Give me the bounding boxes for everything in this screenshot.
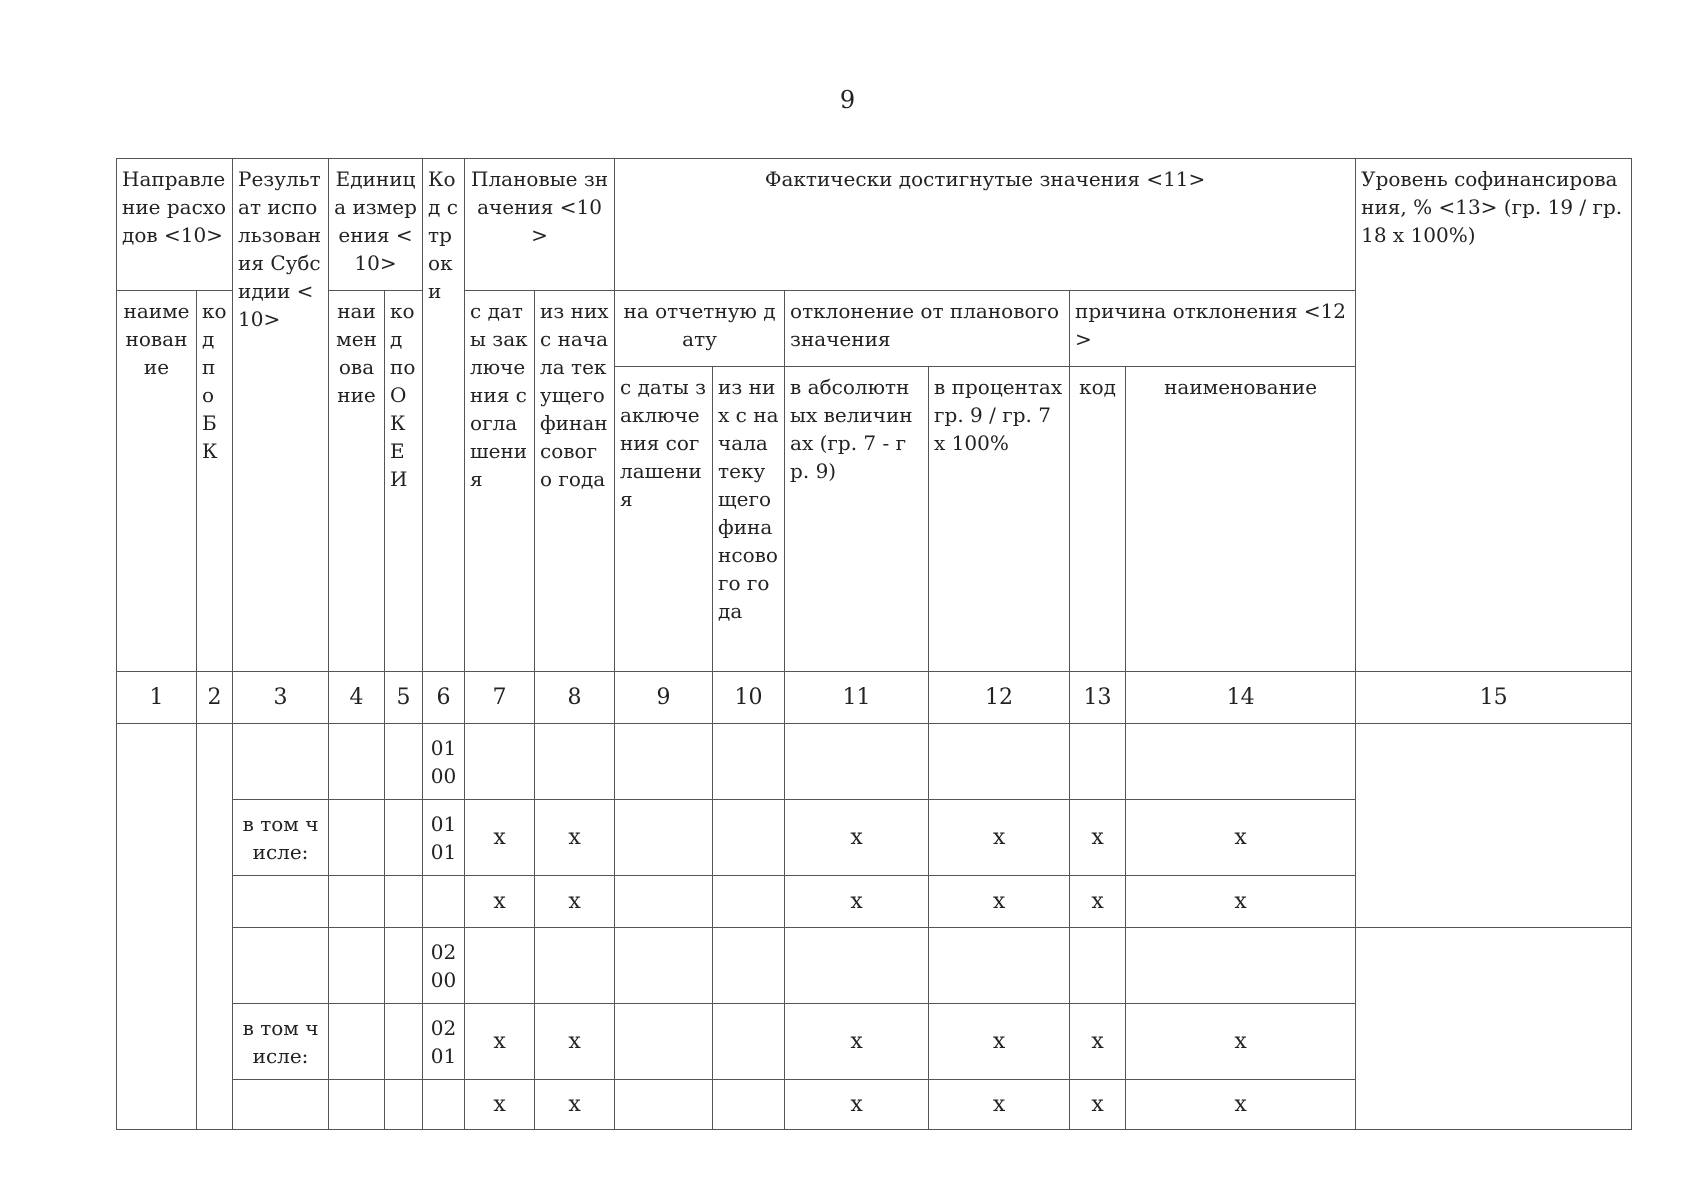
x-mark: x: [1070, 1004, 1126, 1080]
x-mark: x: [465, 876, 535, 928]
header-unit-code: код по ОКЕИ: [385, 291, 423, 672]
header-reason: причина отклонения <12>: [1070, 291, 1356, 367]
including-label: в том числе:: [233, 800, 329, 876]
header-reason-name: наименование: [1126, 367, 1356, 672]
col-number: 11: [785, 672, 929, 724]
col-number: 6: [423, 672, 465, 724]
x-mark: x: [1070, 800, 1126, 876]
x-mark: x: [785, 876, 929, 928]
col-number: 8: [535, 672, 615, 724]
x-mark: x: [929, 1004, 1070, 1080]
header-deviation-pct: в процентах гр. 9 / гр. 7 x 100%: [929, 367, 1070, 672]
col-number: 7: [465, 672, 535, 724]
direction-name-cell: [117, 724, 197, 1130]
header-planned-from-agreement: с даты заключения соглашения: [465, 291, 535, 672]
x-mark: x: [929, 1080, 1070, 1130]
col-number: 15: [1356, 672, 1632, 724]
x-mark: x: [1070, 876, 1126, 928]
direction-code-cell: [197, 724, 233, 1130]
x-mark: x: [535, 1004, 615, 1080]
col-number: 3: [233, 672, 329, 724]
x-mark: x: [785, 800, 929, 876]
row-code-cell: 01 01: [423, 800, 465, 876]
header-reason-code: код: [1070, 367, 1126, 672]
header-result: Результат использования Субсидии <10>: [233, 159, 329, 672]
x-mark: x: [929, 800, 1070, 876]
header-direction-code: код по БК: [197, 291, 233, 672]
col-number: 14: [1126, 672, 1356, 724]
x-mark: x: [465, 1080, 535, 1130]
header-cofinancing: Уровень софинансирования, % <13> (гр. 19 / гр. 18 x 100%): [1356, 159, 1632, 672]
col-number: 9: [615, 672, 713, 724]
unit-name-cell: [329, 724, 385, 800]
header-planned: Плановые значения <10>: [465, 159, 615, 291]
x-mark: x: [1070, 1080, 1126, 1130]
col-number: 5: [385, 672, 423, 724]
header-direction: Направление расходов <10>: [117, 159, 233, 291]
header-row-code: Код строки: [423, 159, 465, 672]
x-mark: x: [465, 800, 535, 876]
header-on-date: на отчетную дату: [615, 291, 785, 367]
row-code-cell: 02 00: [423, 928, 465, 1004]
report-table: [116, 158, 1632, 1130]
x-mark: x: [929, 876, 1070, 928]
header-on-date-from-agreement: с даты заключения соглашения: [615, 367, 713, 672]
row-code-cell: 02 01: [423, 1004, 465, 1080]
header-unit-name: наименование: [329, 291, 385, 672]
col-number: 12: [929, 672, 1070, 724]
header-direction-name: наименование: [117, 291, 197, 672]
x-mark: x: [535, 800, 615, 876]
col-number: 2: [197, 672, 233, 724]
x-mark: x: [1126, 876, 1356, 928]
result-cell: [233, 724, 329, 800]
x-mark: x: [785, 1004, 929, 1080]
header-planned-from-year: из них с начала текущего финансового года: [535, 291, 615, 672]
header-actual: Фактически достигнутые значения <11>: [615, 159, 1356, 291]
table-row: [117, 724, 1632, 800]
x-mark: x: [785, 1080, 929, 1130]
cofinancing-cell: [1356, 724, 1632, 928]
col-number: 1: [117, 672, 197, 724]
x-mark: x: [535, 1080, 615, 1130]
column-numbers-row: [117, 672, 1632, 724]
header-deviation: отклонение от планового значения: [785, 291, 1070, 367]
col-number: 4: [329, 672, 385, 724]
col-number: 10: [713, 672, 785, 724]
x-mark: x: [535, 876, 615, 928]
page-number: 9: [839, 86, 856, 114]
unit-code-cell: [385, 724, 423, 800]
header-unit: Единица измерения <10>: [329, 159, 423, 291]
row-code-cell: 01 00: [423, 724, 465, 800]
x-mark: x: [1126, 1080, 1356, 1130]
header-on-date-from-year: из них с начала текущего финансового года: [713, 367, 785, 672]
cofinancing-cell: [1356, 928, 1632, 1130]
including-label: в том числе:: [233, 1004, 329, 1080]
x-mark: x: [1126, 1004, 1356, 1080]
x-mark: x: [1126, 800, 1356, 876]
x-mark: x: [465, 1004, 535, 1080]
table-row: [117, 928, 1632, 1004]
header-deviation-abs: в абсолютных величинах (гр. 7 - гр. 9): [785, 367, 929, 672]
col-number: 13: [1070, 672, 1126, 724]
